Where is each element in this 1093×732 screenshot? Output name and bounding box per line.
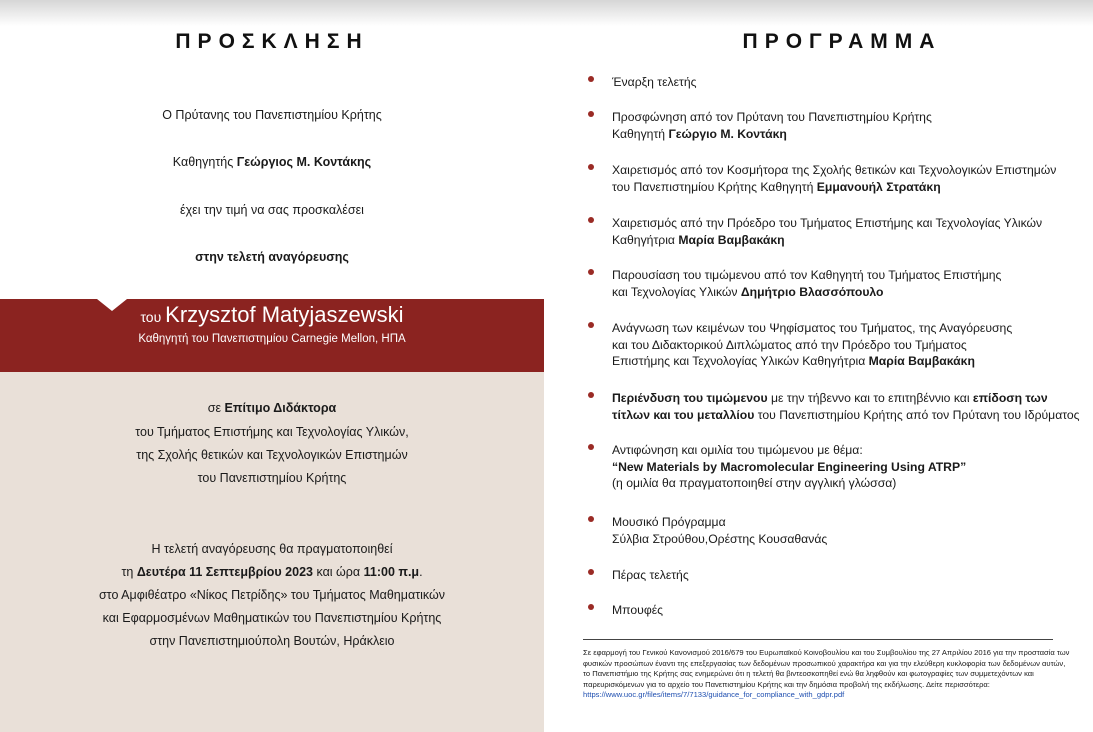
program-item-line: (η ομιλία θα πραγματοποιηθεί στην αγγλική γλώσσα) (612, 476, 897, 490)
program-item-bold: επίδοση των (972, 391, 1048, 405)
program-item-line: Χαιρετισμός από την Πρόεδρο του Τμήματος Επιστήμης και Τεχνολογίας Υλικών (612, 216, 1043, 230)
program-item-line (612, 126, 1092, 143)
event-time: 11:00 π.μ (363, 565, 420, 579)
program-item-line: Ανάγνωση των κειμένων του Ψηφίσματος του Τμήματος, της Αναγόρευσης (612, 321, 1013, 335)
bullet-icon (588, 569, 594, 575)
program-item-text (612, 162, 1092, 195)
program-item-prefix: Καθηγητή (612, 126, 669, 141)
bullet-icon (588, 604, 594, 610)
event-date: Δευτέρα 11 Σεπτεμβρίου 2023 (136, 565, 313, 579)
rector-line: Ο Πρύτανης του Πανεπιστημίου Κρήτης (162, 108, 382, 122)
program-item-text (612, 215, 1092, 248)
program-item-name: Μαρία Βαμβακάκη (868, 354, 975, 368)
program-item-prefix: και Τεχνολογίας Υλικών (612, 284, 741, 299)
gdpr-notice (583, 648, 1073, 701)
program-item-prefix: Επιστήμης και Τεχνολογίας Υλικών Καθηγήτρια (612, 354, 869, 368)
program-item-line (612, 353, 1092, 370)
event-intro: Η τελετή αναγόρευσης θα πραγματοποιηθεί (151, 542, 393, 556)
honoree-affiliation: Καθηγητή του Πανεπιστημίου Carnegie Mellon, ΗΠΑ (138, 333, 406, 345)
program-item-text (612, 109, 1092, 142)
event-datetime (0, 565, 544, 579)
program-item-plain: με την τήβεννο και το επιτηβέννιο και (767, 391, 973, 405)
honoree-banner (0, 299, 544, 372)
degree-university: του Πανεπιστημίου Κρήτης (197, 471, 347, 485)
event-time-prefix: και ώρα (313, 565, 364, 579)
invitation-panel (0, 0, 544, 732)
program-item-text (612, 390, 1092, 423)
bullet-icon (588, 76, 594, 82)
program-item-prefix: του Πανεπιστημίου Κρήτης Καθηγητή (612, 179, 817, 194)
degree-title: Επίτιμο Διδάκτορα (224, 401, 337, 415)
bullet-icon (588, 217, 594, 223)
program-item-line: Σύλβια Στρούθου,Ορέστης Κουσαθανάς (612, 531, 828, 546)
program-item-line (612, 232, 1092, 249)
event-venue: στο Αμφιθέατρο «Νίκος Πετρίδης» του Τμήματος Μαθηματικών (98, 588, 446, 602)
degree-prefix: σε (207, 401, 225, 415)
event-date-prefix: τη (121, 565, 137, 579)
footnote-divider (583, 639, 1053, 640)
program-item-text (612, 514, 1092, 547)
program-item-name: Γεώργιο Μ. Κοντάκη (668, 126, 787, 141)
event-location: στην Πανεπιστημιούπολη Βουτών, Ηράκλειο (149, 634, 395, 648)
program-item-name: Εμμανουήλ Στρατάκη (816, 179, 941, 194)
details-box (0, 372, 544, 732)
bullet-icon (588, 322, 594, 328)
program-title: ΠΡΟΓΡΑΜΜΑ (742, 30, 942, 53)
program-item-text: Έναρξη τελετής (612, 75, 697, 89)
rector-name: Γεώργιος Μ. Κοντάκης (236, 155, 372, 169)
program-item-line (612, 390, 1092, 407)
program-item-line: και του Διδακτορικού Διπλώματος από την Πρόεδρο του Τμήματος (612, 337, 967, 352)
program-item-name: Δημήτριο Βλασσόπουλο (740, 284, 884, 299)
honoree-prefix: του (140, 309, 166, 325)
program-item-line (612, 407, 1092, 424)
program-item-line: Παρουσίαση του τιμώμενου από τον Καθηγητή του Τμήματος Επιστήμης (612, 268, 1002, 282)
program-item-name: Μαρία Βαμβακάκη (678, 232, 785, 247)
event-date-suffix: . (419, 565, 423, 579)
bullet-icon (588, 444, 594, 450)
honor-line: έχει την τιμή να σας προσκαλέσει (180, 203, 364, 217)
bullet-icon (588, 392, 594, 398)
degree-department: του Τμήματος Επιστήμης και Τεχνολογίας Υλικών, (135, 425, 409, 439)
program-item-plain: του Πανεπιστημίου Κρήτης από τον Πρύτανη του Ιδρύματος (754, 407, 1080, 422)
program-item-text: Πέρας τελετής (612, 568, 689, 582)
rector-prefix: Καθηγητής (172, 155, 237, 169)
bullet-icon (588, 164, 594, 170)
program-item-line: Αντιφώνηση και ομιλία του τιμώμενου με θέμα: (612, 443, 863, 457)
gdpr-link[interactable]: https://www.uoc.gr/files/items/7/7133/guidance_for_compliance_with_gdpr.pdf (583, 690, 845, 699)
event-venue-2: και Εφαρμοσμένων Μαθηματικών του Πανεπιστημίου Κρήτης (102, 611, 442, 625)
degree-school: της Σχολής θετικών και Τεχνολογικών Επιστημών (136, 448, 408, 462)
bullet-icon (588, 516, 594, 522)
program-item-text (612, 320, 1092, 370)
rector-name-line (0, 155, 544, 169)
program-item-line: Προσφώνηση από τον Πρύτανη του Πανεπιστημίου Κρήτης (612, 110, 932, 124)
bullet-icon (588, 269, 594, 275)
honoree-name: Krzysztof Matyjaszewski (165, 302, 404, 327)
degree-line (0, 401, 544, 415)
program-item-line (612, 179, 1092, 196)
program-item-text (612, 442, 1092, 492)
program-item-line (612, 284, 1092, 301)
program-item-bold: τίτλων και του μεταλλίου (612, 407, 755, 422)
program-item-text (612, 267, 1092, 300)
program-item-text: Μπουφές (612, 603, 664, 617)
gdpr-text: Σε εφαρμογή του Γενικού Κανονισμού 2016/679 του Ευρωπαϊκού Κοινοβουλίου και του Συμβουλίου της 27 Απριλίου 2016 για την προστασία των φυσικών προσώπων έναντι της επεξεργασίας των δεδομένων προσωπικού χαρακτήρα και για την ελεύθερη κυκλοφορία των δεδομένων αυτών, το Πανεπιστήμιο της Κρήτης σας ενημερώνει ότι η τελετή θα βιντεοσκοπηθεί ενώ θα ληφθούν και φωτογραφίες των συμμετεχόντων και παρευρισκόμενων για το αρχείο του Πανεπιστημίου Κρήτης και την δημόσια προβολή της εκδήλωσης. Δείτε περισσότερα: (583, 648, 1070, 689)
program-item-prefix: Καθηγήτρια (612, 232, 679, 247)
bullet-icon (588, 111, 594, 117)
program-item-bold: Περιένδυση του τιμώμενου (612, 391, 768, 405)
program-item-line: Μουσικό Πρόγραμμα (612, 515, 726, 529)
honoree-name-line (0, 302, 544, 328)
program-item-line: Χαιρετισμός από τον Κοσμήτορα της Σχολής θετικών και Τεχνολογικών Επιστημών (612, 163, 1057, 177)
invitation-title: ΠΡΟΣΚΛΗΣΗ (175, 30, 369, 53)
lecture-title: “New Materials by Macromolecular Engineering Using ATRP” (612, 459, 967, 474)
ceremony-line: στην τελετή αναγόρευσης (195, 250, 349, 264)
